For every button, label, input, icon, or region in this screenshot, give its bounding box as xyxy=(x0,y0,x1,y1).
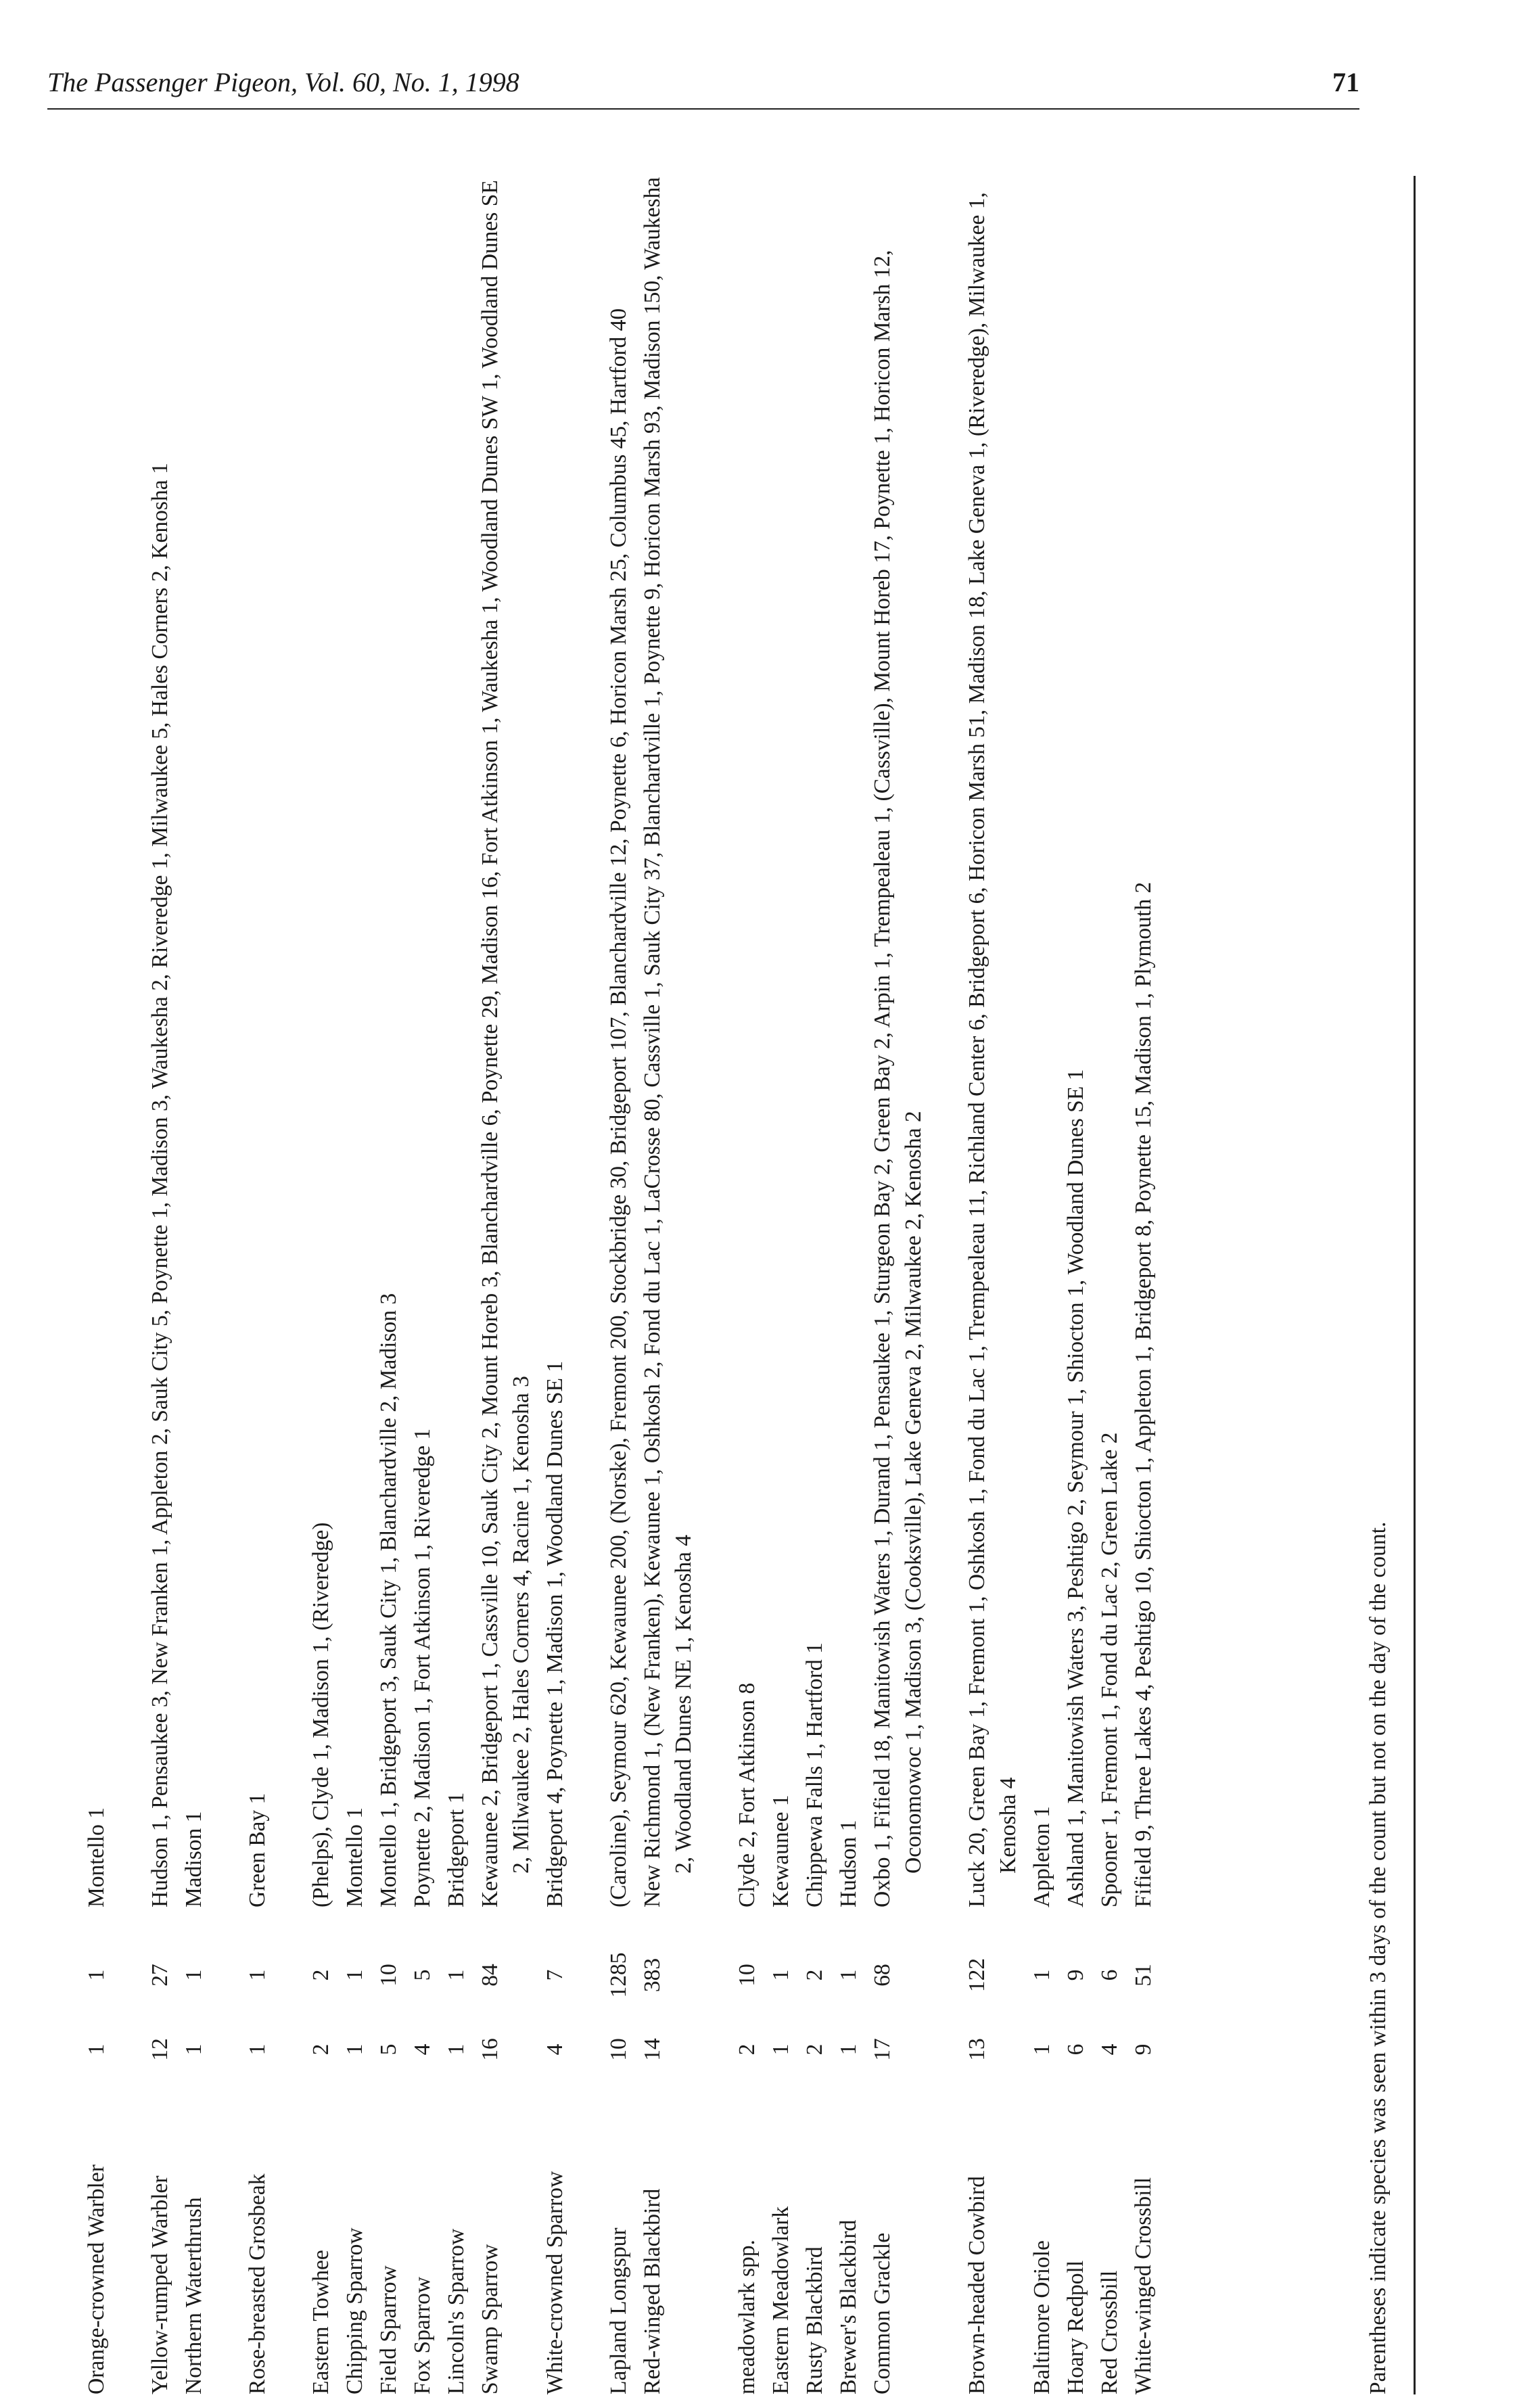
table-row xyxy=(637,176,699,2394)
location-list: Clyde 2, Fort Atkinson 8 xyxy=(735,1682,760,1907)
years-count: 6 xyxy=(1063,2043,1088,2056)
table-row xyxy=(603,176,634,2394)
rotated-table xyxy=(81,176,1420,2394)
page-number: 71 xyxy=(1332,67,1359,97)
table-bottom-rule xyxy=(1414,176,1416,2394)
bird-count: 122 xyxy=(964,1958,989,1993)
journal-title: The Passenger Pigeon, Vol. 60, No. 1, 1998 xyxy=(47,67,519,97)
species-name: meadowlark spp. xyxy=(735,2240,760,2394)
bird-count: 1 xyxy=(342,1969,367,1981)
location-list: Bridgeport 4, Poynette 1, Madison 1, Woodland Dunes SE 1 xyxy=(542,1360,567,1907)
table-row xyxy=(441,176,472,2394)
years-count: 2 xyxy=(308,2043,333,2056)
location-list: Montello 1 xyxy=(342,1807,367,1907)
table-row xyxy=(1060,176,1092,2394)
table-row xyxy=(1094,176,1125,2394)
bird-count: 7 xyxy=(542,1969,567,1981)
years-count: 1 xyxy=(84,2043,109,2056)
species-name: Eastern Towhee xyxy=(308,2250,333,2394)
years-count: 1 xyxy=(768,2043,793,2056)
location-list: Green Bay 1 xyxy=(245,1792,270,1907)
location-list: Ashland 1, Manitowish Waters 3, Peshtigo 2, Seymour 1, Shiocton 1, Woodland Dunes SE 1 xyxy=(1063,1069,1088,1907)
species-name: Field Sparrow xyxy=(376,2265,401,2394)
table-row xyxy=(732,176,763,2394)
species-name: Lincoln's Sparrow xyxy=(444,2228,469,2394)
table-row xyxy=(340,176,371,2394)
location-list: Hudson 1 xyxy=(836,1820,861,1907)
table-row xyxy=(1027,176,1058,2394)
bird-count: 1 xyxy=(836,1969,861,1981)
bird-count: 1285 xyxy=(606,1952,631,1998)
table-row xyxy=(373,176,404,2394)
years-count: 4 xyxy=(410,2043,435,2056)
location-list: Kewaunee 1 xyxy=(768,1795,793,1907)
bird-count: 27 xyxy=(147,1964,172,1987)
species-name: Red Crossbill xyxy=(1097,2270,1122,2394)
years-count: 12 xyxy=(147,2038,172,2061)
years-count: 16 xyxy=(477,2038,503,2061)
species-name: Rusty Blackbird xyxy=(802,2246,827,2394)
bird-count: 1 xyxy=(444,1969,469,1981)
table-row xyxy=(407,176,438,2394)
bird-count: 1 xyxy=(1029,1969,1054,1981)
table-row xyxy=(540,176,571,2394)
years-count: 9 xyxy=(1131,2043,1156,2056)
location-list: Madison 1 xyxy=(181,1811,206,1907)
table-row xyxy=(1128,176,1159,2394)
table-row xyxy=(242,176,273,2394)
species-name: Red-winged Blackbird xyxy=(640,2188,665,2394)
header-rule xyxy=(47,108,1359,110)
location-list: Montello 1, Bridgeport 3, Sauk City 1, Blanchardville 2, Madison 3 xyxy=(376,1293,401,1907)
location-list: Fifield 9, Three Lakes 4, Peshtigo 10, Shiocton 1, Appleton 1, Bridgeport 8, Poynette 15, Madison 1, Plymouth 2 xyxy=(1131,881,1156,1907)
species-name: Lapland Longspur xyxy=(606,2227,631,2394)
years-count: 14 xyxy=(640,2038,665,2061)
species-name: Brewer's Blackbird xyxy=(836,2219,861,2394)
bird-count: 6 xyxy=(1097,1969,1122,1981)
bird-count: 1 xyxy=(84,1969,109,1981)
years-count: 1 xyxy=(836,2043,861,2056)
location-list: Kewaunee 2, Bridgeport 1, Cassville 10, Sauk City 2, Mount Horeb 3, Blanchardville 6, Poynette 29, Madison 16, Fort Atkinson 1, Waukesha 1, Woodland Dunes SW 1, Woodland Dunes SE 2, Milwaukee 2, Hales Corners 4, Racine 1, Kenosha 3 xyxy=(477,180,534,1907)
species-name: Chipping Sparrow xyxy=(342,2227,367,2394)
table-row xyxy=(799,176,831,2394)
years-count: 1 xyxy=(342,2043,367,2056)
location-list: Luck 20, Green Bay 1, Fremont 1, Oshkosh 1, Fond du Lac 1, Trempealeau 11, Richland Center 6, Bridgeport 6, Horicon Marsh 51, Madison 18, Lake Geneva 1, (Riveredge), Milwaukee 1, Kenosha 4 xyxy=(964,192,1021,1907)
bird-count: 51 xyxy=(1131,1964,1156,1987)
location-list: Poynette 2, Madison 1, Fort Atkinson 1, Riveredge 1 xyxy=(410,1428,435,1907)
location-list: Chippewa Falls 1, Hartford 1 xyxy=(802,1642,827,1907)
table-row xyxy=(962,176,1024,2394)
table-footnote: Parentheses indicate species was seen within 3 days of the count but not on the day of the count. xyxy=(1366,1521,1391,2394)
bird-count: 10 xyxy=(735,1964,760,1987)
species-name: Northern Waterthrush xyxy=(181,2197,206,2394)
species-name: Swamp Sparrow xyxy=(477,2244,503,2394)
bird-count: 84 xyxy=(477,1964,503,1987)
years-count: 17 xyxy=(870,2038,895,2061)
years-count: 1 xyxy=(1029,2043,1054,2056)
running-header xyxy=(47,62,1359,110)
years-count: 1 xyxy=(245,2043,270,2056)
table-row xyxy=(766,176,797,2394)
location-list: Spooner 1, Fremont 1, Fond du Lac 2, Green Lake 2 xyxy=(1097,1432,1122,1907)
species-name: White-crowned Sparrow xyxy=(542,2171,567,2394)
bird-count: 9 xyxy=(1063,1969,1088,1981)
years-count: 1 xyxy=(444,2043,469,2056)
table-row xyxy=(833,176,864,2394)
bird-count: 383 xyxy=(640,1958,665,1993)
species-name: Fox Sparrow xyxy=(410,2276,435,2394)
table-row xyxy=(867,176,929,2394)
bird-count: 2 xyxy=(308,1969,333,1981)
species-name: Yellow-rumped Warbler xyxy=(147,2175,172,2394)
table-row xyxy=(179,176,210,2394)
years-count: 4 xyxy=(542,2043,567,2056)
table-row xyxy=(306,176,337,2394)
years-count: 1 xyxy=(181,2043,206,2056)
species-table xyxy=(81,176,1159,2394)
species-name: Hoary Redpoll xyxy=(1063,2260,1088,2394)
bird-count: 1 xyxy=(768,1969,793,1981)
location-list: (Caroline), Seymour 620, Kewaunee 200, (Norske), Fremont 200, Stockbridge 30, Bridgeport 107, Blanchardville 12, Poynette 6, Horicon Marsh 25, Columbus 45, Hartford 40 xyxy=(606,308,631,1907)
location-list: Oxbo 1, Fifield 18, Manitowish Waters 1, Durand 1, Pensaukee 1, Sturgeon Bay 2, Green Bay 2, Arpin 1, Trempealeau 1, (Cassville), Mount Horeb 17, Poynette 1, Horicon Marsh 12, Oconomowoc 1, Madison 3, (Cooksville), Lake Geneva 2, Milwaukee 2, Kenosha 2 xyxy=(870,250,926,1907)
years-count: 2 xyxy=(735,2043,760,2056)
bird-count: 1 xyxy=(245,1969,270,1981)
years-count: 4 xyxy=(1097,2043,1122,2056)
location-list: New Richmond 1, (New Franken), Kewaunee 1, Oshkosh 2, Fond du Lac 1, LaCrosse 80, Cassville 1, Sauk City 37, Blanchardville 1, Poynette 9, Horicon Marsh 93, Madison 150, Waukesha 2, Woodland Dunes NE 1, Kenosha 4 xyxy=(640,177,696,1907)
species-name: Rose-breasted Grosbeak xyxy=(245,2173,270,2394)
bird-count: 5 xyxy=(410,1969,435,1981)
years-count: 2 xyxy=(802,2043,827,2056)
location-list: Bridgeport 1 xyxy=(444,1792,469,1907)
bird-count: 1 xyxy=(181,1969,206,1981)
years-count: 10 xyxy=(606,2038,631,2061)
species-name: Baltimore Oriole xyxy=(1029,2240,1054,2394)
table-row xyxy=(145,176,176,2394)
species-name: Eastern Meadowlark xyxy=(768,2206,793,2394)
location-list: Montello 1 xyxy=(84,1807,109,1907)
species-name: Orange-crowned Warbler xyxy=(84,2164,109,2394)
bird-count: 10 xyxy=(376,1964,401,1987)
table-row xyxy=(81,176,112,2394)
location-list: Appleton 1 xyxy=(1029,1806,1054,1907)
years-count: 13 xyxy=(964,2038,989,2061)
bird-count: 68 xyxy=(870,1964,895,1987)
species-name: White-winged Crossbill xyxy=(1131,2177,1156,2394)
years-count: 5 xyxy=(376,2043,401,2056)
bird-count: 2 xyxy=(802,1969,827,1981)
location-list: (Phelps), Clyde 1, Madison 1, (Riveredge) xyxy=(308,1522,333,1907)
species-name: Common Grackle xyxy=(870,2232,895,2394)
location-list: Hudson 1, Pensaukee 3, New Franken 1, Appleton 2, Sauk City 5, Poynette 1, Madison 3, Waukesha 2, Riveredge 1, Milwaukee 5, Hales Corners 2, Kenosha 1 xyxy=(147,463,172,1907)
table-row xyxy=(475,176,537,2394)
species-name: Brown-headed Cowbird xyxy=(964,2176,989,2394)
